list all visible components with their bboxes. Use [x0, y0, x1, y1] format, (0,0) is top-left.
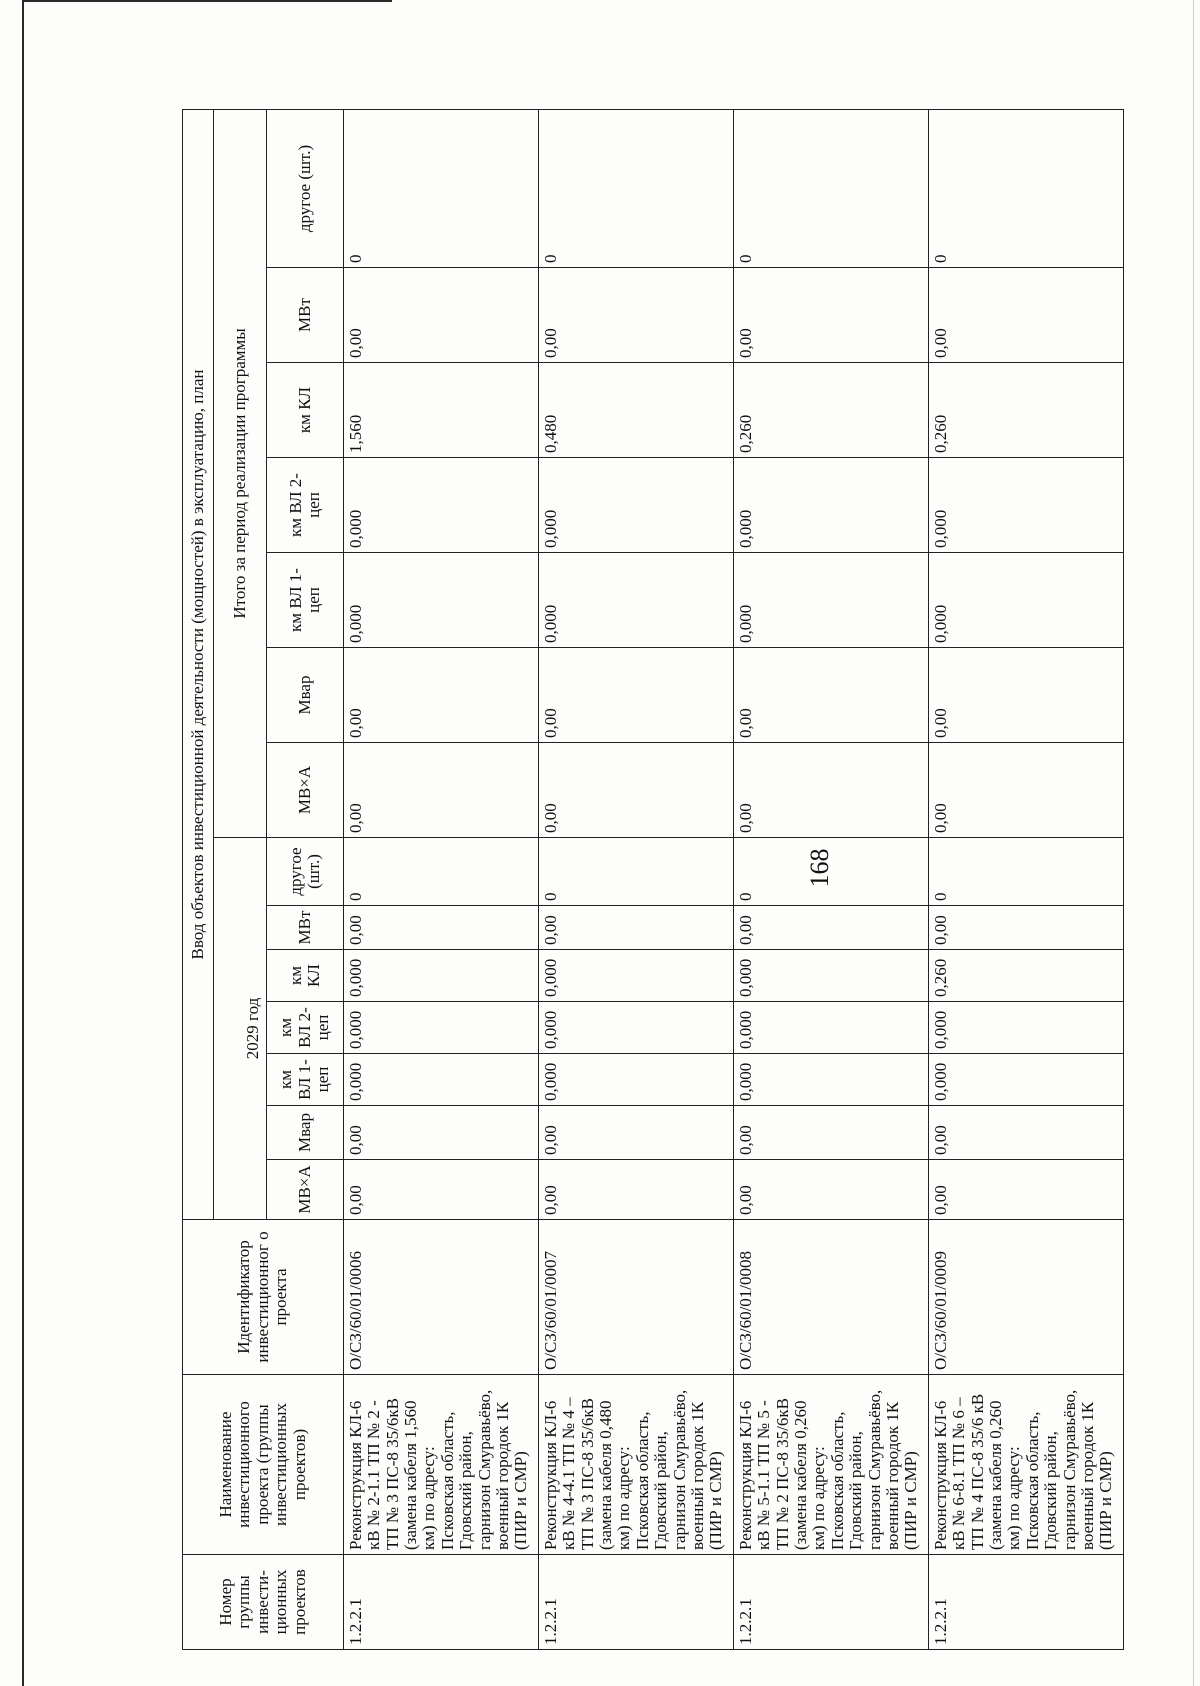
- cell-year-mva: 0,00: [929, 1160, 1124, 1220]
- cell-total-km-vl-1: 0,000: [539, 553, 734, 648]
- cell-group-number: 1.2.2.1: [344, 1555, 539, 1650]
- cell-year-km-kl: 0,000: [734, 950, 929, 1002]
- cell-total-km-vl-2: 0,000: [344, 458, 539, 553]
- cell-total-km-vl-2: 0,000: [929, 458, 1124, 553]
- cell-total-km-kl: 0,480: [539, 363, 734, 458]
- header-total-km-vl-2: км ВЛ 2-цеп: [267, 458, 344, 553]
- cell-year-km-kl: 0,000: [344, 950, 539, 1002]
- cell-year-mvar: 0,00: [539, 1106, 734, 1160]
- header-identifier: Идентификатор инвестиционног о проекта: [183, 1220, 344, 1375]
- cell-total-km-kl: 0,260: [734, 363, 929, 458]
- cell-total-mva: 0,00: [539, 743, 734, 838]
- header-year-spacer: [214, 838, 241, 1220]
- cell-project-name: Реконструкция КЛ-6 кВ № 5-1.1 ТП № 5 - ТП № 2 ПС-8 35/6кВ (замена кабеля 0,260 км) по адресу: Псковская область, Гдовский район, гарнизон Смуравьёво, военный городок 1К (ПИР и СМР): [734, 1375, 929, 1555]
- cell-identifier: О/СЗ/60/01/0007: [539, 1220, 734, 1375]
- page-number: 168: [805, 848, 834, 888]
- cell-year-other: 0: [344, 838, 539, 906]
- header-group-number: Номер группы инвести- ционных проектов: [183, 1555, 344, 1650]
- cell-total-mw: 0,00: [539, 268, 734, 363]
- header-total-period: Итого за период реализации программы: [214, 109, 267, 837]
- cell-year-mvar: 0,00: [734, 1106, 929, 1160]
- cell-total-other: 0: [734, 109, 929, 267]
- cell-total-km-vl-1: 0,000: [344, 553, 539, 648]
- table-row: [734, 109, 929, 1649]
- scan-top-edge: [22, 0, 392, 2]
- cell-total-km-kl: 0,260: [929, 363, 1124, 458]
- cell-year-km-vl-1: 0,000: [929, 1054, 1124, 1106]
- cell-total-other: 0: [929, 109, 1124, 267]
- header-year-mw: МВт: [267, 906, 344, 950]
- cell-year-mvar: 0,00: [929, 1106, 1124, 1160]
- header-total-mva: МВ×А: [267, 743, 344, 838]
- cell-project-name: Реконструкция КЛ-6 кВ № 6-8.1 ТП № 6 – ТП № 4 ПС-8 35/6 кВ (замена кабеля 0,260 км) по адресу: Псковская область, Гдовский район, гарнизон Смуравьёво, военный городок 1К (ПИР и СМР): [929, 1375, 1124, 1555]
- cell-year-mva: 0,00: [539, 1160, 734, 1220]
- cell-total-mvar: 0,00: [734, 648, 929, 743]
- cell-total-km-kl: 1,560: [344, 363, 539, 458]
- cell-year-mw: 0,00: [539, 906, 734, 950]
- table-row: [539, 109, 734, 1649]
- cell-year-km-vl-2: 0,000: [344, 1002, 539, 1054]
- cell-year-mw: 0,00: [929, 906, 1124, 950]
- header-year-km-vl-1: км ВЛ 1-цеп: [267, 1054, 344, 1106]
- header-year: 2029 год: [240, 838, 267, 1220]
- cell-year-km-vl-1: 0,000: [344, 1054, 539, 1106]
- cell-total-other: 0: [539, 109, 734, 267]
- cell-year-other: 0: [734, 838, 929, 906]
- cell-total-mva: 0,00: [929, 743, 1124, 838]
- cell-year-km-vl-1: 0,000: [539, 1054, 734, 1106]
- header-total-mw: МВт: [267, 268, 344, 363]
- cell-group-number: 1.2.2.1: [929, 1555, 1124, 1650]
- cell-total-other: 0: [344, 109, 539, 267]
- header-year-mvar: Мвар: [267, 1106, 344, 1160]
- cell-year-km-vl-1: 0,000: [734, 1054, 929, 1106]
- cell-total-mw: 0,00: [344, 268, 539, 363]
- cell-total-km-vl-1: 0,000: [734, 553, 929, 648]
- cell-identifier: О/СЗ/60/01/0006: [344, 1220, 539, 1375]
- header-year-km-vl-2: км ВЛ 2-цеп: [267, 1002, 344, 1054]
- table-row: [929, 109, 1124, 1649]
- cell-year-km-vl-2: 0,000: [929, 1002, 1124, 1054]
- cell-year-mw: 0,00: [734, 906, 929, 950]
- cell-identifier: О/СЗ/60/01/0009: [929, 1220, 1124, 1375]
- header-commissioning-plan: Ввод объектов инвестиционной деятельности (мощностей) в эксплуатацию, план: [183, 109, 214, 1219]
- cell-total-mw: 0,00: [929, 268, 1124, 363]
- cell-total-km-vl-2: 0,000: [734, 458, 929, 553]
- header-year-other: другое (шт.): [267, 838, 344, 906]
- cell-year-km-kl: 0,260: [929, 950, 1124, 1002]
- cell-identifier: О/СЗ/60/01/0008: [734, 1220, 929, 1375]
- scan-right-edge: [1193, 0, 1194, 1686]
- cell-year-mvar: 0,00: [344, 1106, 539, 1160]
- rotated-table-container: [182, 110, 1116, 1650]
- cell-total-mvar: 0,00: [344, 648, 539, 743]
- header-year-mva: МВ×А: [267, 1160, 344, 1220]
- cell-group-number: 1.2.2.1: [734, 1555, 929, 1650]
- scan-left-edge: [22, 0, 24, 1686]
- cell-year-other: 0: [539, 838, 734, 906]
- table-row: [344, 109, 539, 1649]
- cell-project-name: Реконструкция КЛ-6 кВ № 4-4.1 ТП № 4 – ТП № 3 ПС-8 35/6кВ (замена кабеля 0,480 км) по адресу: Псковская область, Гдовский район, гарнизон Смуравьёво, военный городок 1К (ПИР и СМР): [539, 1375, 734, 1555]
- cell-year-mw: 0,00: [344, 906, 539, 950]
- cell-group-number: 1.2.2.1: [539, 1555, 734, 1650]
- cell-year-km-vl-2: 0,000: [539, 1002, 734, 1054]
- cell-total-km-vl-2: 0,000: [539, 458, 734, 553]
- cell-project-name: Реконструкция КЛ-6 кВ № 2-1.1 ТП № 2 - ТП № 3 ПС-8 35/6кВ (замена кабеля 1,560 км) по адресу: Псковская область, Гдовский район, гарнизон Смуравьёво, военный городок 1К (ПИР и СМР): [344, 1375, 539, 1555]
- header-year-km-kl: км КЛ: [267, 950, 344, 1002]
- cell-year-mva: 0,00: [344, 1160, 539, 1220]
- cell-year-km-vl-2: 0,000: [734, 1002, 929, 1054]
- header-total-km-vl-1: км ВЛ 1-цеп: [267, 553, 344, 648]
- cell-total-mw: 0,00: [734, 268, 929, 363]
- cell-year-other: 0: [929, 838, 1124, 906]
- cell-total-mva: 0,00: [344, 743, 539, 838]
- cell-year-km-kl: 0,000: [539, 950, 734, 1002]
- header-total-km-kl: км КЛ: [267, 363, 344, 458]
- investment-table: [182, 109, 1124, 1650]
- cell-total-mva: 0,00: [734, 743, 929, 838]
- cell-total-mvar: 0,00: [539, 648, 734, 743]
- header-total-mvar: Мвар: [267, 648, 344, 743]
- cell-total-km-vl-1: 0,000: [929, 553, 1124, 648]
- header-total-other: другое (шт.): [267, 109, 344, 267]
- cell-year-mva: 0,00: [734, 1160, 929, 1220]
- cell-total-mvar: 0,00: [929, 648, 1124, 743]
- header-project-name: Наименование инвестиционного проекта (группы инвестиционных проектов): [183, 1375, 344, 1555]
